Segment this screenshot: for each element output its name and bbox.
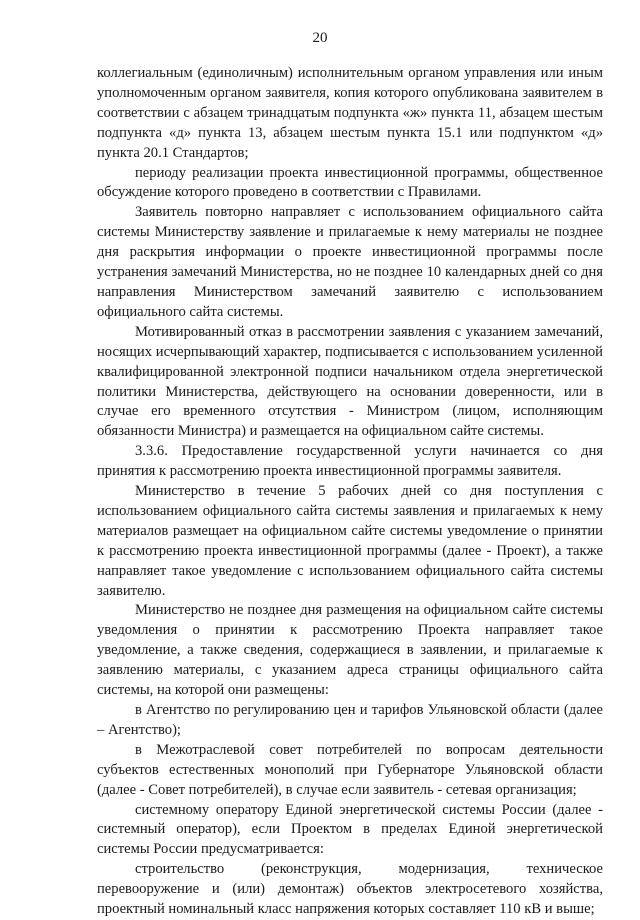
document-body xyxy=(97,64,603,920)
paragraph: Министерство не позднее дня размещения на официальном сайте системы уведомления о принятии к рассмотрению Проекта направляет такое уведомление, а также сведения, содержащиеся в заявлении, и прилагаемые к заявлению материалы, с указанием адреса страницы официального сайта системы, на которой они размещены: xyxy=(97,602,603,699)
paragraph: в Агентство по регулированию цен и тарифов Ульяновской области (далее – Агентство); xyxy=(97,702,603,738)
page-number: 20 xyxy=(312,30,328,46)
paragraph: периоду реализации проекта инвестиционной программы, общественное обсуждение которого проведено в соответствии с Правилами. xyxy=(97,164,603,201)
paragraph: Мотивированный отказ в рассмотрении заявления с указанием замечаний, носящих исчерпывающий характер, подписывается с использованием усиленной квалифицированной электронной подписи начальником отдела энергетической политики Министерства, действующего на основании доверенности, или в случае его временного отсутствия - Министром (лицом, исполняющим обязанности Министра) и размещается на официальном сайте системы. xyxy=(97,323,603,440)
paragraph: Заявитель повторно направляет с использованием официального сайта системы Министерству заявление и прилагаемые к нему материалы не позднее дня раскрытия информации о проекте инвестиционной программы после устранения замечаний Министерства, но не позднее 10 календарных дней со дня направления Министерством замечаний заявителю с использованием официального сайта системы. xyxy=(97,204,603,320)
paragraph: в Межотраслевой совет потребителей по вопросам деятельности субъектов естественных монополий при Губернаторе Ульяновской области (далее - Совет потребителей), в случае если заявитель - сетевая организация; xyxy=(97,741,603,798)
paragraph: коллегиальным (единоличным) исполнительным органом управления или иным уполномоченным органом заявителя, копия которого опубликована заявителем в соответствии с абзацем тринадцатым подпункта «ж» пункта 11, абзацем шестым подпункта «д» пункта 13, абзацем шестым пункта 15.1 или подпунктом «д» пункта 20.1 Стандартов; xyxy=(97,65,603,161)
paragraph: Министерство в течение 5 рабочих дней со дня поступления с использованием официального сайта системы заявления и прилагаемых к нему материалов размещает на официальном сайте системы уведомление о принятии к рассмотрению проекта инвестиционной программы (далее - Проект), а также направляет такое уведомление с использованием официального сайта системы заявителю. xyxy=(97,483,603,599)
paragraph: системному оператору Единой энергетической системы России (далее - системный оператор), если Проектом в пределах Единой энергетической системы России предусматривается: xyxy=(97,801,603,858)
paragraph: 3.3.6. Предоставление государственной услуги начинается со дня принятия к рассмотрению проекта инвестиционной программы заявителя. xyxy=(97,443,603,480)
paragraph: строительство (реконструкция, модернизация, техническое перевооружение и (или) демонтаж) объектов электросетевого хозяйства, проектный номинальный класс напряжения которых составляет 110 кВ и выше; xyxy=(97,861,603,918)
